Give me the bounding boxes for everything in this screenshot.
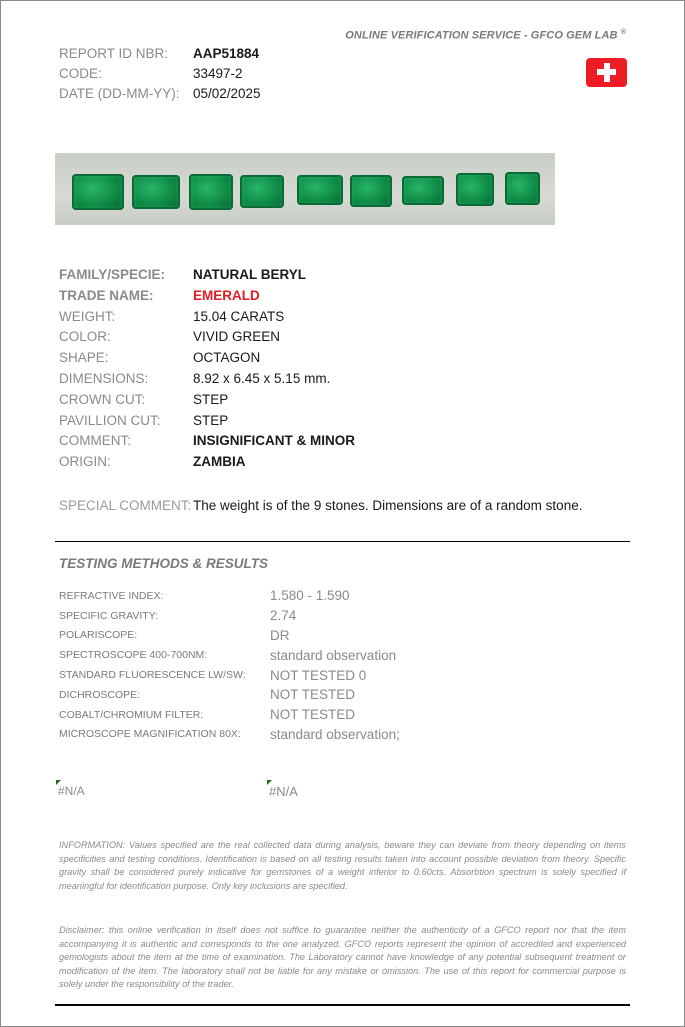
na-cell-right	[269, 784, 298, 799]
code-label: CODE:	[59, 66, 102, 81]
property-row	[59, 433, 355, 454]
property-row	[59, 329, 355, 350]
property-row	[59, 392, 355, 413]
service-title-text: ONLINE VERIFICATION SERVICE - GFCO GEM LAB	[345, 29, 618, 42]
property-row	[59, 267, 355, 288]
property-row	[59, 454, 355, 475]
test-row	[59, 685, 400, 705]
stone-image	[350, 175, 392, 207]
na-cell-text: #N/A	[58, 784, 85, 798]
code-row	[59, 66, 261, 86]
test-row	[59, 586, 400, 606]
service-title	[345, 29, 626, 42]
origin-label: ORIGIN:	[59, 454, 111, 470]
stone-image	[297, 175, 343, 205]
special-comment-label: SPECIAL COMMENT:	[59, 498, 192, 513]
na-cell-left	[58, 784, 85, 798]
test-value: NOT TESTED	[270, 707, 356, 723]
footer-divider	[55, 1004, 630, 1006]
test-value: NOT TESTED	[270, 687, 356, 703]
registered-mark: ®	[620, 29, 626, 36]
test-label: POLARISCOPE:	[59, 629, 138, 642]
report-id-row	[59, 46, 261, 66]
test-row	[59, 725, 400, 745]
report-id-value: AAP51884	[193, 46, 260, 61]
test-label: COBALT/CHROMIUM FILTER:	[59, 708, 204, 721]
property-row	[59, 309, 355, 330]
section-divider	[55, 541, 630, 542]
weight-label: WEIGHT:	[59, 308, 116, 324]
property-row	[59, 288, 355, 309]
color-label: COLOR:	[59, 329, 111, 345]
gem-properties	[59, 267, 355, 475]
crown-cut-label: CROWN CUT:	[59, 391, 146, 407]
comment-label: COMMENT:	[59, 433, 131, 449]
property-row	[59, 371, 355, 392]
property-row	[59, 413, 355, 434]
family-value: NATURAL BERYL	[193, 267, 306, 282]
trade-name-label: TRADE NAME:	[59, 287, 154, 303]
stone-image	[240, 175, 284, 208]
stone-image	[505, 172, 540, 205]
test-value: NOT TESTED 0	[270, 667, 367, 683]
error-indicator-icon	[56, 780, 61, 785]
crown-cut-value: STEP	[193, 391, 229, 407]
test-row	[59, 665, 400, 685]
trade-name-value: EMERALD	[193, 287, 260, 303]
testing-section-title: TESTING METHODS & RESULTS	[59, 556, 269, 571]
pavillion-cut-value: STEP	[193, 412, 229, 428]
test-row	[59, 606, 400, 626]
test-value: DR	[270, 627, 290, 643]
shape-label: SHAPE:	[59, 350, 109, 366]
test-label: SPECIFIC GRAVITY:	[59, 609, 158, 622]
test-value: 1.580 - 1.590	[270, 588, 350, 604]
test-label: STANDARD FLUORESCENCE LW/SW:	[59, 669, 246, 682]
disclaimer-note: Disclaimer: this online verification in itself does not suffice to guarantee neither the authenticity of a GFCO report nor that the item accompanying it is authentic and corresponds to the one analyzed. GFCO reports represent the opinion of accredited and experienced gemologists about the item at the time of examination. The Laboratory cannot have knowledge of any potential subsequent treatment or modification of the item. The laboratory shall not be liable for any mistake or omission. The use of this report for commercial purpose is solely under the responsibility of the trader.	[59, 925, 626, 990]
weight-value: 15.04 CARATS	[193, 308, 285, 324]
stone-image	[402, 176, 444, 205]
dimensions-label: DIMENSIONS:	[59, 370, 149, 386]
swiss-flag-icon	[586, 58, 627, 87]
stone-image	[72, 174, 124, 210]
report-header-fields	[59, 46, 261, 106]
code-value: 33497-2	[193, 66, 243, 81]
error-indicator-icon	[267, 780, 272, 785]
date-label: DATE (DD-MM-YY):	[59, 86, 180, 101]
stone-image	[456, 173, 494, 206]
gemstone-photo	[55, 153, 555, 225]
stone-image	[132, 175, 180, 209]
special-comment	[59, 498, 582, 513]
test-label: MICROSCOPE MAGNIFICATION 80X:	[59, 728, 241, 741]
testing-results	[59, 586, 400, 744]
test-row	[59, 705, 400, 725]
na-cell-text: #N/A	[269, 784, 298, 799]
family-label: FAMILY/SPECIE:	[59, 267, 166, 282]
report-id-label: REPORT ID NBR:	[59, 46, 169, 61]
test-label: SPECTROSCOPE 400-700NM:	[59, 649, 208, 662]
comment-value: INSIGNIFICANT & MINOR	[193, 433, 355, 449]
test-row	[59, 645, 400, 665]
special-comment-value: The weight is of the 9 stones. Dimensions are of a random stone.	[193, 498, 583, 513]
color-value: VIVID GREEN	[193, 329, 281, 345]
test-label: DICHROSCOPE:	[59, 688, 141, 701]
test-value: standard observation	[270, 647, 397, 663]
pavillion-cut-label: PAVILLION CUT:	[59, 412, 161, 428]
origin-value: ZAMBIA	[193, 454, 246, 470]
test-value: 2.74	[270, 608, 297, 624]
dimensions-value: 8.92 x 6.45 x 5.15 mm.	[193, 370, 331, 386]
flag-cross-vertical	[604, 63, 610, 82]
test-value: standard observation;	[270, 726, 400, 742]
test-row	[59, 626, 400, 646]
test-label: REFRACTIVE INDEX:	[59, 589, 164, 602]
property-row	[59, 350, 355, 371]
stone-image	[189, 174, 233, 210]
shape-value: OCTAGON	[193, 350, 261, 366]
date-value: 05/02/2025	[193, 86, 261, 101]
information-note: INFORMATION: Values specified are the real collected data during analysis, beware they can deviate from theory depending on items specificities and testing conditions. Identification is based on all testing results taken into account possible deviation from theory. Specific gravity shall be considered purely indicative for gemstones of a weight inferior to 0.60cts. Absorbtion spectrum is solely specified if meaningful for identification purpose. Only key inclusions are specified.	[59, 840, 626, 891]
date-row	[59, 86, 261, 106]
